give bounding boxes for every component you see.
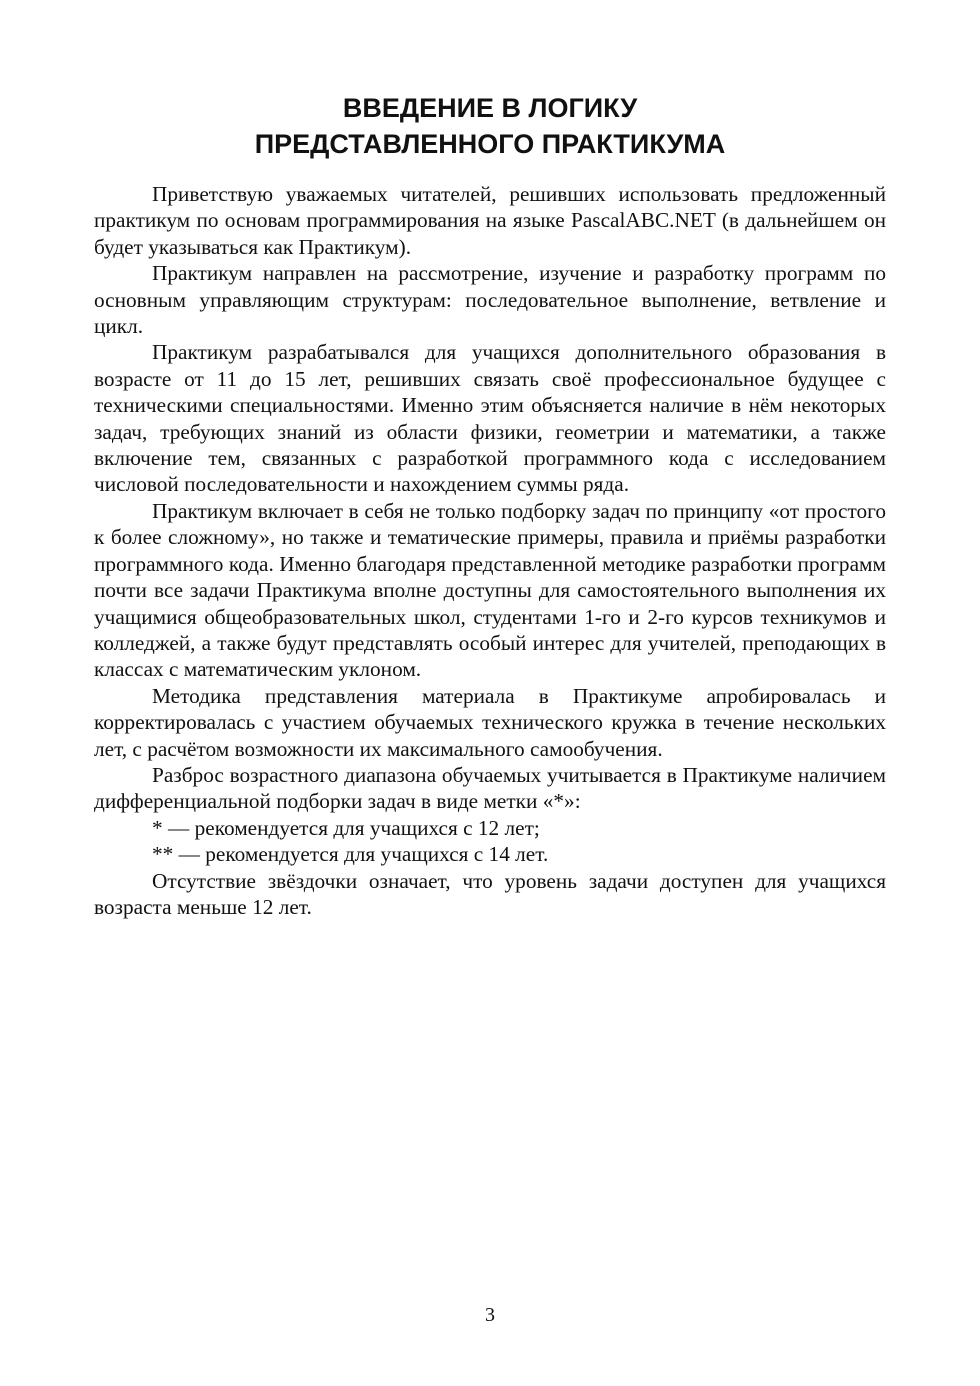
title-line-2: ПРЕДСТАВЛЕННОГО ПРАКТИКУМА [254,129,726,159]
paragraph-two-stars: ** — рекомендуется для учащихся с 14 лет. [152,842,549,867]
title-line-1: ВВЕДЕНИЕ В ЛОГИКУ [342,93,638,123]
paragraph-age-range: Разброс возрастного диапазона обучаемых учитывается в Практикуме наличием дифференциальной подборки задач в виде метки «*»: [94,762,886,814]
page-number: 3 [485,1304,495,1326]
paragraph-purpose: Практикум направлен на рассмотрение, изучение и разработку программ по основным управляющим структурам: последовательное выполнение, ветвление и цикл. [94,261,886,339]
paragraph-intro: Приветствую уважаемых читателей, решивших использовать предложенный практикум по основам программирования на языке PascalABC.NET (в дальнейшем он будет указываться как Практикум). [94,182,886,259]
page-title [94,90,886,162]
paragraph-one-star: * — рекомендуется для учащихся с 12 лет; [152,815,540,840]
body-text [94,181,886,920]
paragraph-no-star: Отсутствие звёздочки означает, что уровень задачи доступен для учащихся возраста меньше 12 лет. [94,868,886,919]
paragraph-content: Практикум включает в себя не только подборку задач по принципу «от простого к более сложному», но также и тематические примеры, правила и приёмы разработки программного кода. Именно благодаря представленной методике разработки программ почти все задачи Практикума вполне доступны для самостоятельного выполнения их учащимися общеобразовательных школ, студентами 1-го и 2-го курсов техникумов и колледжей, а также будут представлять особый интерес для учителей, преподающих в классах с математическим уклоном. [94,498,886,682]
paragraph-methodology: Методика представления материала в Практикуме апробировалась и корректировалась с участием обучаемых технического кружка в течение нескольких лет, с расчётом возможности их максимального самообучения. [94,683,886,761]
paragraph-audience: Практикум разрабатывался для учащихся дополнительного образования в возрасте от 11 до 15 лет, решивших связать своё профессиональное будущее с техническими специальностями. Именно этим объясняется наличие в нём некоторых задач, требующих знаний из области физики, геометрии и математики, а также включение тем, связанных с разработкой программного кода с исследованием числовой последовательности и нахождением суммы ряда. [94,340,886,497]
